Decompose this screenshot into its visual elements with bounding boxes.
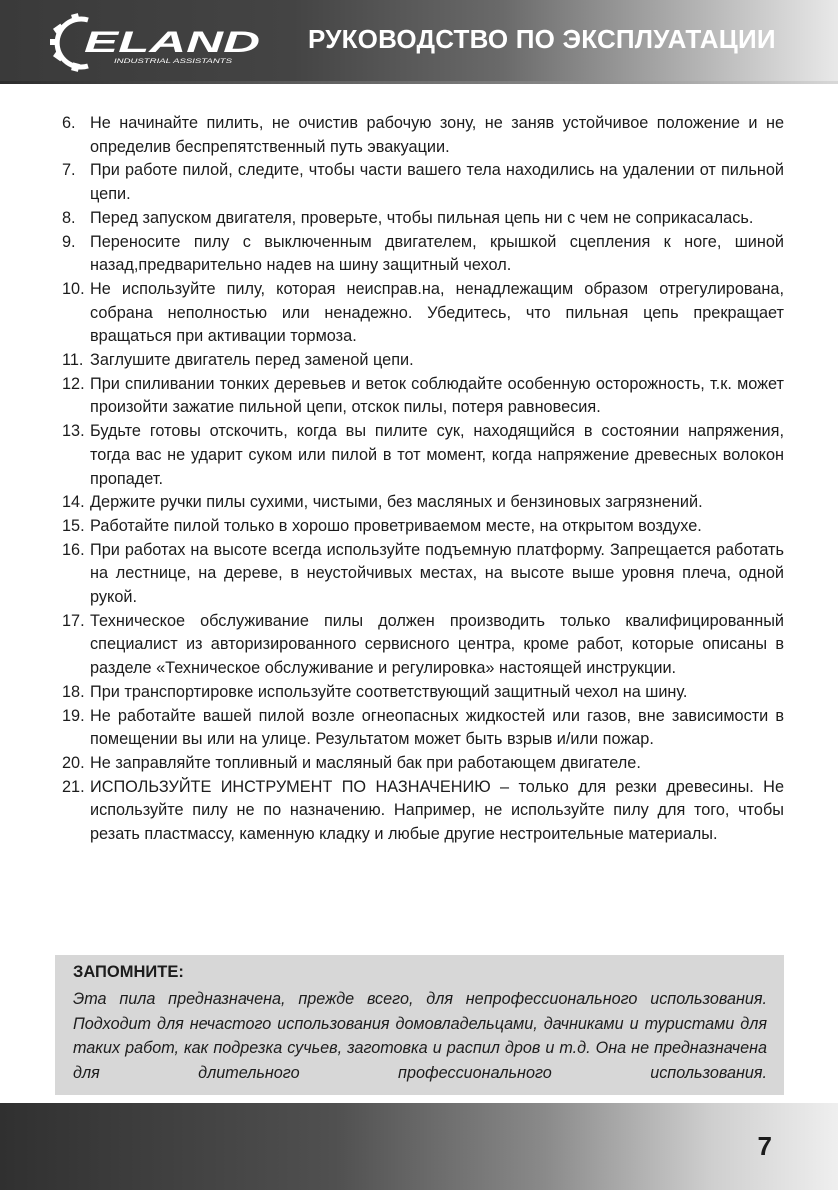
list-item	[62, 373, 784, 420]
list-item	[62, 776, 784, 847]
list-item-number: 9.	[62, 232, 76, 251]
list-item	[62, 752, 784, 776]
list-item-text: Не начинайте пилить, не очистив рабочую зону, не заняв устойчивое положение и не определив беспрепятственный путь эвакуации.	[90, 114, 784, 156]
list-item	[62, 515, 784, 539]
list-item	[62, 112, 784, 159]
list-item-text: Будьте готовы отскочить, когда вы пилите сук, находящийся в состоянии напряжения, тогда вас не ударит суком или пилой в тот момент, когда напряжение древесных волокон пропадет.	[90, 422, 784, 488]
list-item-number: 19.	[62, 706, 85, 725]
page-footer	[0, 1103, 838, 1190]
list-item	[62, 159, 784, 206]
list-item	[62, 278, 784, 349]
list-item	[62, 681, 784, 705]
list-item-number: 17.	[62, 611, 85, 630]
list-item	[62, 539, 784, 610]
list-item-text: ИСПОЛЬЗУЙТЕ ИНСТРУМЕНТ ПО НАЗНАЧЕНИЮ – только для резки древесины. Не используйте пилу не по назначению. Например, не используйте пилу для того, чтобы резать пластмассу, каменную кладку и любые другие нестроительные материалы.	[90, 777, 784, 844]
list-item-text: Работайте пилой только в хорошо проветриваемом месте, на открытом воздухе.	[90, 516, 702, 535]
list-item-number: 8.	[62, 208, 76, 227]
list-item-text: Техническое обслуживание пилы должен производить только квалифицированный специалист из авторизированного сервисного центра, кроме работ, которые описаны в разделе «Техническое обслуживание и регулировка» настоящей инструкции.	[90, 611, 784, 678]
list-item-text: Не заправляйте топливный и масляный бак при работающем двигателе.	[90, 753, 641, 772]
list-item-text: При спиливании тонких деревьев и веток соблюдайте особенную осторожность, т.к. может произойти зажатие пильной цепи, отскок пилы, потеря равновесия.	[90, 374, 784, 417]
list-item-number: 18.	[62, 682, 85, 701]
list-item-number: 12.	[62, 374, 85, 393]
list-item	[62, 491, 784, 515]
list-item-number: 13.	[62, 422, 85, 441]
page-number: 7	[757, 1131, 772, 1161]
list-item-number: 21.	[62, 777, 85, 796]
list-item-text: Держите ручки пилы сухими, чистыми, без масляных и бензиновых загрязнений.	[90, 493, 703, 512]
list-item-text: Переносите пилу с выключенным двигателем, крышкой сцепления к ноге, шиной назад,предварительно надев на шину защитный чехол.	[90, 232, 784, 275]
list-item-number: 7.	[62, 161, 76, 180]
reminder-text: Эта пила предназначена, прежде всего, для непрофессионального использования. Подходит для нечастого использования домовладельцами, дачниками и туристами для таких работ, как подрезка сучьев, заготовка и распил дров и т.д. Она не предназначена для длительного профессионального использования.	[73, 990, 767, 1082]
list-item	[62, 349, 784, 373]
list-item-text: Перед запуском двигателя, проверьте, чтобы пильная цепь ни с чем не соприкасалась.	[90, 208, 754, 227]
logo-tagline: INDUSTRIAL ASSISTANTS	[114, 58, 233, 65]
list-item	[62, 231, 784, 278]
list-item-number: 6.	[62, 114, 76, 132]
list-item-number: 15.	[62, 516, 85, 535]
list-item-number: 11.	[62, 351, 84, 370]
list-item	[62, 705, 784, 752]
reminder-title: ЗАПОМНИТЕ:	[73, 963, 184, 981]
logo-wordmark: ELAND	[84, 26, 260, 59]
list-item-number: 14.	[62, 493, 85, 512]
eland-logo	[50, 12, 270, 72]
list-item-text: При работах на высоте всегда используйте подъемную платформу. Запрещается работать на лестнице, на дереве, в неустойчивых местах, на высоте выше уровня плеча, одной рукой.	[90, 540, 784, 607]
list-item-number: 20.	[62, 753, 85, 772]
list-item-text: Не работайте вашей пилой возле огнеопасных жидкостей или газов, вне зависимости в помещении вы или на улице. Результатом может быть взрыв и/или пожар.	[90, 706, 784, 749]
list-item	[62, 420, 784, 491]
reminder-box	[55, 955, 784, 1095]
list-item-number: 10.	[62, 279, 85, 298]
safety-instructions-list	[62, 112, 784, 847]
list-item	[62, 207, 784, 231]
list-item-text: При работе пилой, следите, чтобы части вашего тела находились на удалении от пильной цепи.	[90, 161, 784, 204]
page-title: РУКОВОДСТВО ПО ЭКСПЛУАТАЦИИ	[308, 24, 776, 54]
list-item-text: Не используйте пилу, которая неисправ.на, ненадлежащим образом отрегулирована, собрана неполностью или ненадежно. Убедитесь, что пильная цепь прекращает вращаться при активации тормоза.	[90, 279, 784, 346]
list-item	[62, 610, 784, 681]
list-item-number: 16.	[62, 540, 85, 559]
list-item-text: При транспортировке используйте соответствующий защитный чехол на шину.	[90, 682, 688, 701]
list-item-text: Заглушите двигатель перед заменой цепи.	[90, 351, 414, 370]
page-header	[0, 0, 838, 84]
